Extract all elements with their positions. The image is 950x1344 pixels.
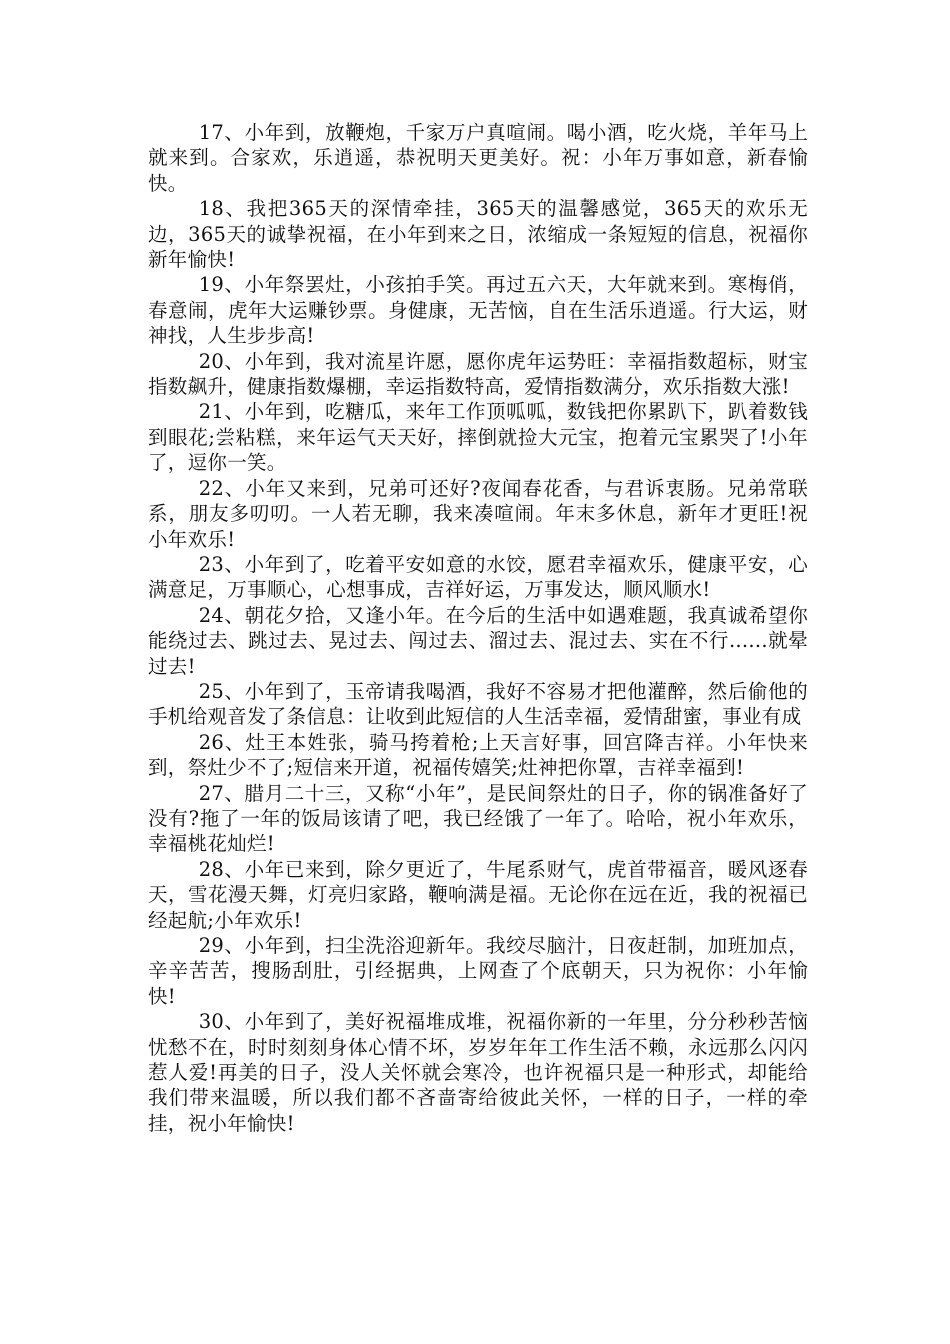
paragraph-24: 24、朝花夕拾，又逢小年。在今后的生活中如遇难题，我真诚希望你能绕过去、跳过去、晃过去、闯过去、溜过去、混过去、实在不行......就晕过去!: [148, 603, 808, 678]
document-body: [148, 120, 808, 1136]
paragraph-21: 21、小年到，吃糖瓜，来年工作顶呱呱，数钱把你累趴下，趴着数钱到眼花;尝粘糕，来年运气天天好，摔倒就捡大元宝，抱着元宝累哭了!小年了，逗你一笑。: [148, 400, 808, 475]
paragraph-18: 18、我把365天的深情牵挂，365天的温馨感觉，365天的欢乐无边，365天的诚挚祝福，在小年到来之日，浓缩成一条短短的信息，祝福你新年愉快!: [148, 197, 808, 272]
paragraph-19: 19、小年祭罢灶，小孩拍手笑。再过五六天，大年就来到。寒梅俏，春意闹，虎年大运赚钞票。身健康，无苦恼，自在生活乐逍遥。行大运，财神找，人生步步高!: [148, 273, 808, 348]
paragraph-17: 17、小年到，放鞭炮，千家万户真喧闹。喝小酒，吃火烧，羊年马上就来到。合家欢，乐逍遥，恭祝明天更美好。祝：小年万事如意，新春愉快。: [148, 121, 808, 195]
paragraph-23: 23、小年到了，吃着平安如意的水饺，愿君幸福欢乐，健康平安，心满意足，万事顺心，心想事成，吉祥好运，万事发达，顺风顺水!: [148, 552, 808, 602]
paragraph-26: 26、灶王本姓张，骑马挎着枪;上天言好事，回宫降吉祥。小年快来到，祭灶少不了;短信来开道，祝福传嬉笑;灶神把你罩，吉祥幸福到!: [148, 730, 808, 780]
paragraph-22: 22、小年又来到，兄弟可还好?夜闻春花香，与君诉衷肠。兄弟常联系，朋友多叨叨。一人若无聊，我来凑喧闹。年末多休息，新年才更旺!祝小年欢乐!: [148, 476, 808, 551]
paragraph-30: 30、小年到了，美好祝福堆成堆，祝福你新的一年里，分分秒秒苦恼忧愁不在，时时刻刻身体心情不坏，岁岁年年工作生活不赖，永远那么闪闪惹人爱!再美的日子，没人关怀就会寒冷，也许祝福只是一种形式，却能给我们带来温暖，所以我们都不吝啬寄给彼此关怀，一样的日子，一样的牵挂，祝小年愉快!: [148, 1010, 808, 1135]
paragraph-28: 28、小年已来到，除夕更近了，牛尾系财气，虎首带福音，暖风逐春天，雪花漫天舞，灯亮归家路，鞭响满是福。无论你在远在近，我的祝福已经起航;小年欢乐!: [148, 857, 808, 932]
paragraph-20: 20、小年到，我对流星许愿，愿你虎年运势旺：幸福指数超标，财宝指数飙升，健康指数爆棚，幸运指数特高，爱情指数满分，欢乐指数大涨!: [148, 349, 808, 399]
paragraph-25: 25、小年到了，玉帝请我喝酒，我好不容易才把他灌醉，然后偷他的手机给观音发了条信息：让收到此短信的人生活幸福，爱情甜蜜，事业有成: [148, 679, 808, 729]
paragraph-27: 27、腊月二十三，又称“小年”，是民间祭灶的日子，你的锅准备好了没有?拖了一年的饭局该请了吧，我已经饿了一年了。哈哈，祝小年欢乐，幸福桃花灿烂!: [148, 781, 808, 856]
paragraph-29: 29、小年到，扫尘洗浴迎新年。我绞尽脑汁，日夜赶制，加班加点，辛辛苦苦，搜肠刮肚，引经据典，上网查了个底朝天，只为祝你：小年愉快!: [148, 934, 808, 1008]
